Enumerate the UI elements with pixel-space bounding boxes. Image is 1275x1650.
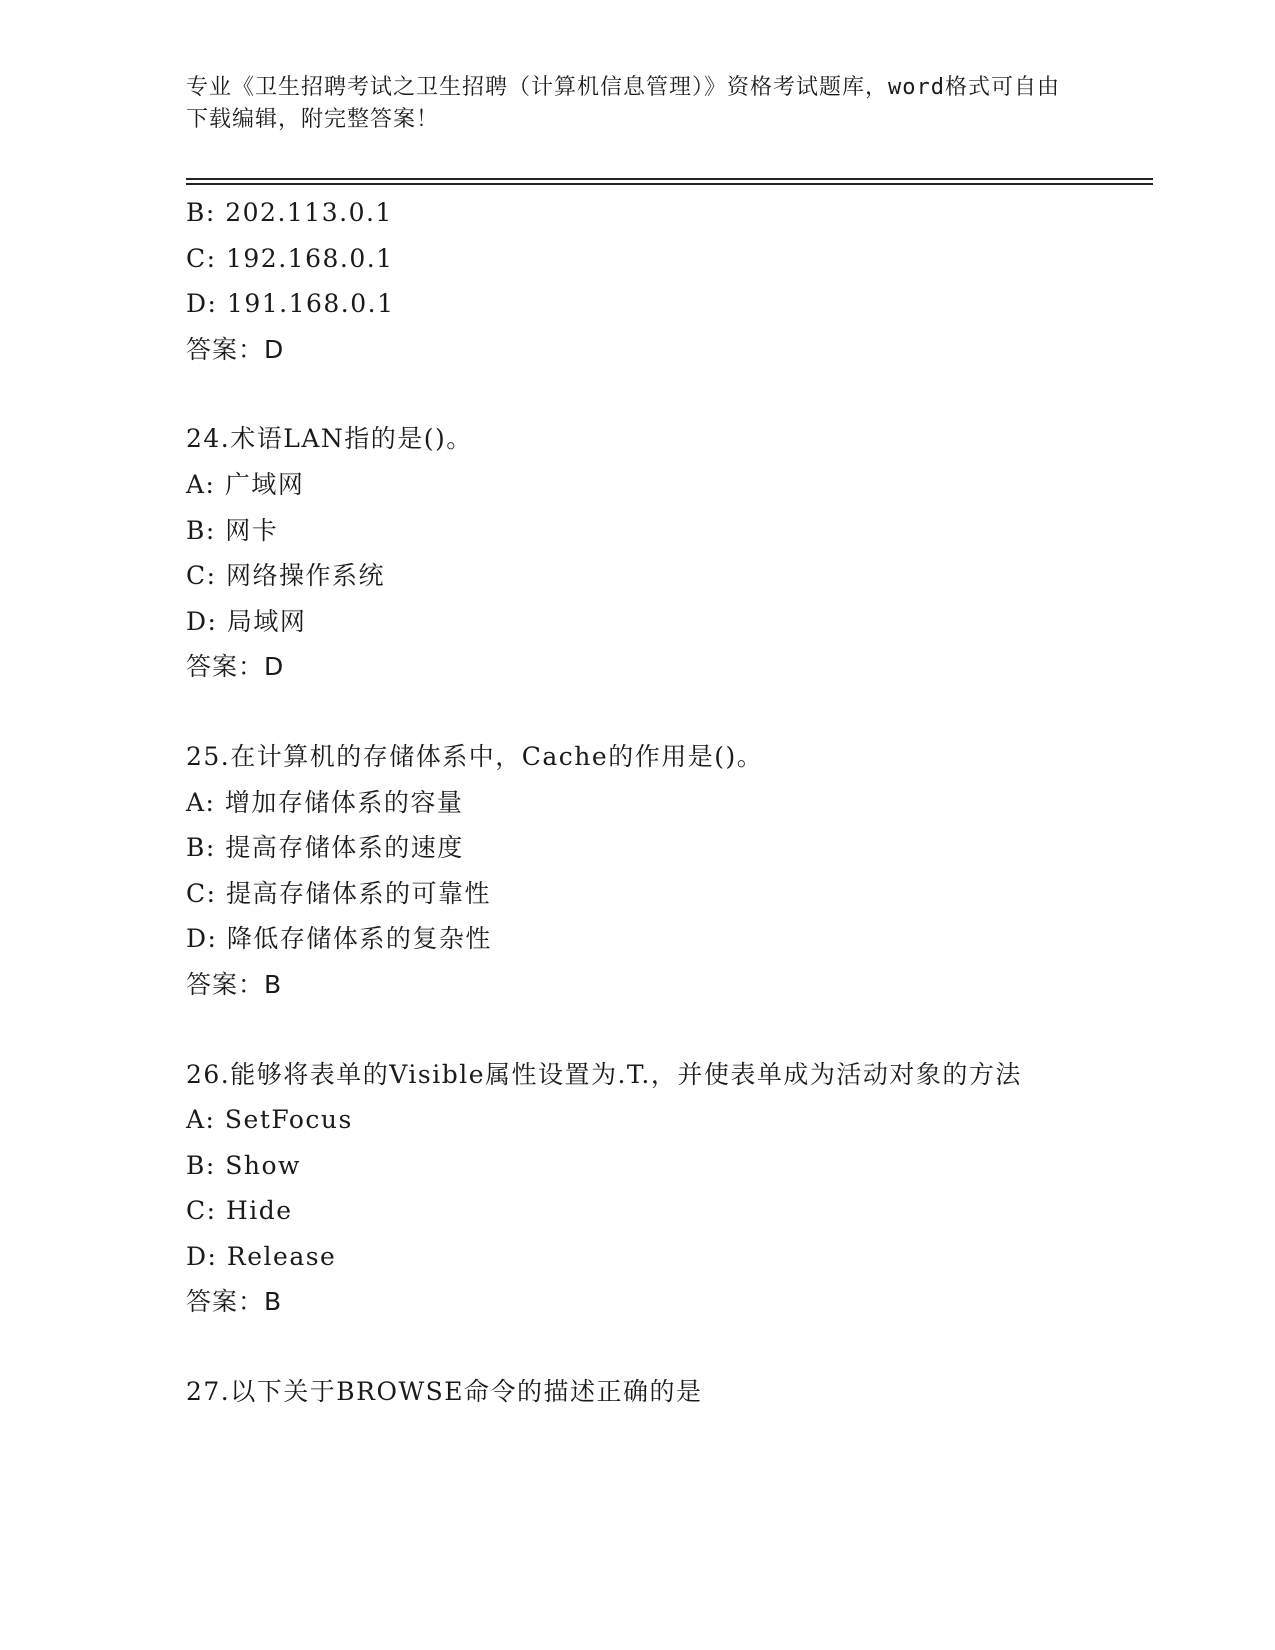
question-24 [186, 416, 1086, 690]
option-a: A: SetFocus [186, 1105, 353, 1135]
option-b: B: Show [186, 1150, 301, 1180]
answer-line: 答案：D [186, 334, 285, 364]
option-d: D: 局域网 [186, 606, 307, 636]
question-stem: 25.在计算机的存储体系中，Cache的作用是()。 [186, 741, 764, 771]
option-a: A: 增加存储体系的容量 [186, 787, 464, 817]
option-c: C: Hide [186, 1196, 293, 1226]
question-25 [186, 734, 1086, 1008]
option-c: C: 网络操作系统 [186, 561, 385, 591]
question-27 [186, 1369, 1086, 1415]
answer-line: 答案：D [186, 652, 285, 682]
question-stem: 27.以下关于BROWSE命令的描述正确的是 [186, 1377, 703, 1407]
document-header: 专业《卫生招聘考试之卫生招聘（计算机信息管理）》资格考试题库，word格式可自由下载编辑，附完整答案！ [186, 75, 1060, 132]
prev-question-block [186, 190, 1086, 372]
answer-line: 答案：B [186, 969, 283, 999]
option-d: D: 降低存储体系的复杂性 [186, 924, 492, 954]
option-d: D: 191.168.0.1 [186, 289, 395, 319]
question-content [186, 190, 1086, 1415]
answer-line: 答案：B [186, 1287, 283, 1317]
option-c: C: 192.168.0.1 [186, 243, 394, 273]
option-b: B: 网卡 [186, 515, 279, 545]
question-stem: 24.术语LAN指的是()。 [186, 424, 473, 454]
option-b: B: 202.113.0.1 [186, 198, 393, 227]
header-rule-top [186, 178, 1153, 180]
header-rule-bottom [186, 183, 1153, 185]
option-c: C: 提高存储体系的可靠性 [186, 878, 491, 908]
option-d: D: Release [186, 1241, 337, 1271]
question-26 [186, 1052, 1086, 1326]
option-b: B: 提高存储体系的速度 [186, 833, 464, 863]
question-stem: 26.能够将表单的Visible属性设置为.T.，并使表单成为活动对象的方法 [186, 1059, 1022, 1089]
option-a: A: 广域网 [186, 469, 305, 499]
